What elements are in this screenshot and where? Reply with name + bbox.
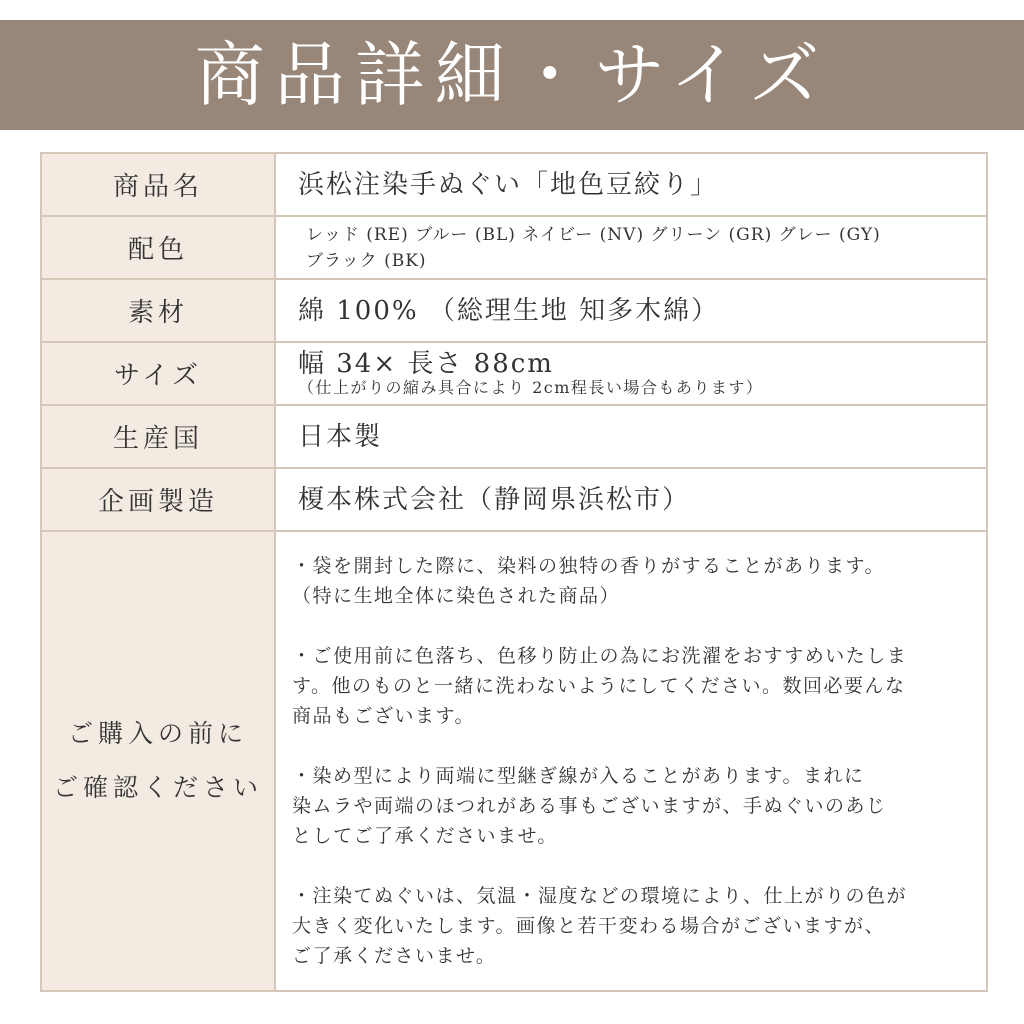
note-line: ・染め型により両端に型継ぎ線が入ることがあります。まれに xyxy=(292,765,865,787)
note-line: 大きく変化いたします。画像と若干変わる場合がございますが、 xyxy=(292,915,885,937)
note-line: 商品もございます。 xyxy=(292,705,475,727)
row-maker xyxy=(42,469,986,532)
note-line: 染ムラや両端のほつれがある事もございますが、手ぬぐいのあじ xyxy=(292,795,887,817)
colors-line-2: ブラック (BK) xyxy=(306,250,427,271)
note-paragraph xyxy=(292,641,976,731)
note-line: としてご了承くださいませ。 xyxy=(292,825,558,847)
label-size: サイズ xyxy=(42,343,276,404)
header-banner xyxy=(0,20,1024,130)
label-product-name: 商品名 xyxy=(42,154,276,215)
caution-label-line-1: ご購入の前に xyxy=(67,719,248,748)
value-origin xyxy=(276,406,986,467)
value-product-name xyxy=(276,154,986,215)
note-paragraph xyxy=(292,761,976,851)
maker-text: 榎本株式会社（静岡県浜松市） xyxy=(298,484,691,515)
note-line: ・注染てぬぐいは、気温・湿度などの環境により、仕上がりの色が xyxy=(292,885,908,907)
colors-line-1: レッド (RE) ブルー (BL) ネイビー (NV) グリーン (GR) グレー (GY) xyxy=(306,224,881,245)
value-maker xyxy=(276,469,986,530)
caution-label-line-2: ご確認ください xyxy=(52,773,263,802)
label-colors: 配色 xyxy=(42,217,276,278)
material-text: 綿 100% （総理生地 知多木綿） xyxy=(298,295,720,326)
value-colors xyxy=(276,217,986,278)
row-product-name xyxy=(42,154,986,217)
row-material xyxy=(42,280,986,343)
row-caution xyxy=(42,532,986,990)
note-line: ・袋を開封した際に、染料の独特の香りがすることがあります。 xyxy=(292,555,885,577)
origin-text: 日本製 xyxy=(298,421,383,452)
size-note: （仕上がりの縮み具合により 2cm程長い場合もあります） xyxy=(298,377,764,397)
label-caution xyxy=(42,532,276,990)
label-maker: 企画製造 xyxy=(42,469,276,530)
product-name-text: 浜松注染手ぬぐい「地色豆絞り」 xyxy=(298,169,719,200)
label-origin: 生産国 xyxy=(42,406,276,467)
row-origin xyxy=(42,406,986,469)
size-text: 幅 34× 長さ 88cm xyxy=(298,348,554,379)
row-size xyxy=(42,343,986,406)
page-title: 商品詳細・サイズ xyxy=(194,34,830,116)
note-paragraph xyxy=(292,881,976,971)
spec-table xyxy=(40,152,988,992)
note-line: す。他のものと一緒に洗わないようにしてください。数回必要んな xyxy=(292,675,906,697)
row-colors xyxy=(42,217,986,280)
caution-notes xyxy=(276,532,986,990)
note-line: ・ご使用前に色落ち、色移り防止の為にお洗濯をおすすめいたしま xyxy=(292,645,908,667)
label-material: 素材 xyxy=(42,280,276,341)
note-line: （特に生地全体に染色された商品） xyxy=(292,585,621,607)
value-size xyxy=(276,343,986,404)
note-line: ご了承くださいませ。 xyxy=(292,945,497,967)
value-material xyxy=(276,280,986,341)
note-paragraph xyxy=(292,551,976,611)
